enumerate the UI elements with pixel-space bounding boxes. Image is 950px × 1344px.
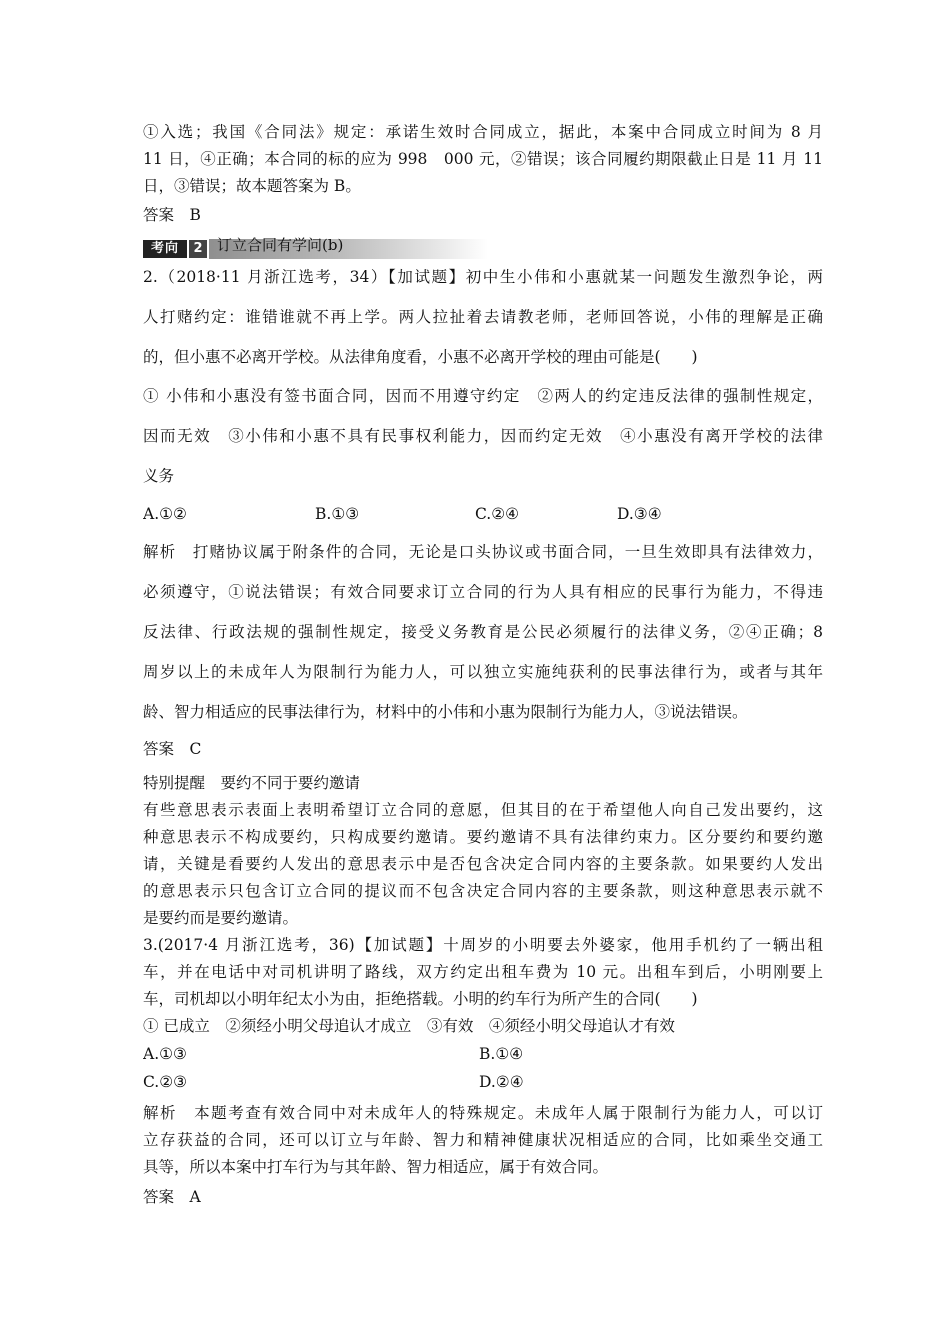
tip-line: 种意思表示不构成要约，只构成要约邀请。要约邀请不具有法律约束力。区分要约和要约邀: [143, 828, 823, 846]
paragraph-line: 11 日，④正确；本合同的标的应为 998 000 元，②错误；该合同履约期限截止日是 11 月 11: [143, 150, 823, 168]
banner-number: 2: [189, 240, 207, 258]
paragraph-line: 日，③错误；故本题答案为 B。: [143, 177, 361, 195]
options-row: [143, 1043, 823, 1065]
tip-line: 请，关键是看要约人发出的意思表示中是否包含决定合同内容的主要条款。如果要约人发出: [143, 855, 823, 873]
option-b: B.①④: [479, 1045, 524, 1063]
answer-line: 答案 C: [143, 740, 202, 758]
option-c: C.②③: [143, 1073, 188, 1091]
question-stem-line: 2.（2018·11 月浙江选考，34）【加试题】初中生小伟和小惠就某一问题发生激烈争论，两: [143, 268, 823, 286]
paragraph-line: ①入选；我国《合同法》规定：承诺生效时合同成立，据此，本案中合同成立时间为 8 月: [143, 123, 823, 141]
options-row: [143, 503, 823, 525]
statement-line: 义务: [143, 467, 175, 485]
analysis-line: 解析 打赌协议属于附条件的合同，无论是口头协议或书面合同，一旦生效即具有法律效力，: [143, 543, 823, 561]
question-stem-line: 车，并在电话中对司机讲明了路线，双方约定出租车费为 10 元。出租车到后，小明刚要上: [143, 963, 823, 981]
tip-line: 的意思表示只包含订立合同的提议而不包含决定合同内容的主要条款，则这种意思表示就不: [143, 882, 823, 900]
analysis-line: 具等，所以本案中打车行为与其年龄、智力相适应，属于有效合同。: [143, 1158, 609, 1176]
analysis-line: 反法律、行政法规的强制性规定，接受义务教育是公民必须履行的法律义务，②④正确；8: [143, 623, 823, 641]
question-stem-line: 的，但小惠不必离开学校。从法律角度看，小惠不必离开学校的理由可能是( ): [143, 348, 698, 366]
tip-line: 是要约而是要约邀请。: [143, 909, 299, 927]
analysis-line: 龄、智力相适应的民事法律行为，材料中的小伟和小惠为限制行为能力人，③说法错误。: [143, 703, 748, 721]
options-row: [143, 1071, 823, 1093]
option-d: D.②④: [479, 1073, 524, 1091]
banner-title-bar: [209, 236, 488, 259]
option-c: C.②④: [475, 505, 520, 523]
analysis-line: 必须遵守，①说法错误；有效合同要求订立合同的行为人具有相应的民事行为能力，不得违: [143, 583, 823, 601]
option-a: A.①②: [143, 505, 187, 523]
question-stem-line: 3.(2017·4 月浙江选考，36)【加试题】十周岁的小明要去外婆家，他用手机约了一辆出租: [143, 936, 823, 954]
section-banner: [143, 238, 488, 260]
option-d: D.③④: [617, 505, 662, 523]
tip-line: 有些意思表示表面上表明希望订立合同的意愿，但其目的在于希望他人向自己发出要约，这: [143, 801, 823, 819]
statement-line: 因而无效 ③小伟和小惠不具有民事权利能力，因而约定无效 ④小惠没有离开学校的法律: [143, 427, 823, 445]
analysis-line: 解析 本题考查有效合同中对未成年人的特殊规定。未成年人属于限制行为能力人，可以订: [143, 1104, 823, 1122]
analysis-line: 周岁以上的未成年人为限制行为能力人，可以独立实施纯获利的民事法律行为，或者与其年: [143, 663, 823, 681]
option-a: A.①③: [143, 1045, 187, 1063]
analysis-line: 立存获益的合同，还可以订立与年龄、智力和精神健康状况相适应的合同，比如乘坐交通工: [143, 1131, 823, 1149]
banner-title: 订立合同有学问(b): [217, 236, 344, 254]
question-stem-line: 车，司机却以小明年纪太小为由，拒绝搭载。小明的约车行为所产生的合同( ): [143, 990, 698, 1008]
tip-title: 特别提醒 要约不同于要约邀请: [143, 774, 361, 792]
answer-line: 答案 A: [143, 1188, 201, 1206]
question-stem-line: 人打赌约定：谁错谁就不再上学。两人拉扯着去请教老师，老师回答说，小伟的理解是正确: [143, 308, 823, 326]
option-b: B.①③: [315, 505, 360, 523]
statement-line: ① 已成立 ②须经小明父母追认才成立 ③有效 ④须经小明父母追认才有效: [143, 1017, 675, 1035]
answer-line: 答案 B: [143, 206, 201, 224]
banner-tag: 考向: [143, 240, 187, 258]
statement-line: ① 小伟和小惠没有签书面合同，因而不用遵守约定 ②两人的约定违反法律的强制性规定，: [143, 387, 823, 405]
